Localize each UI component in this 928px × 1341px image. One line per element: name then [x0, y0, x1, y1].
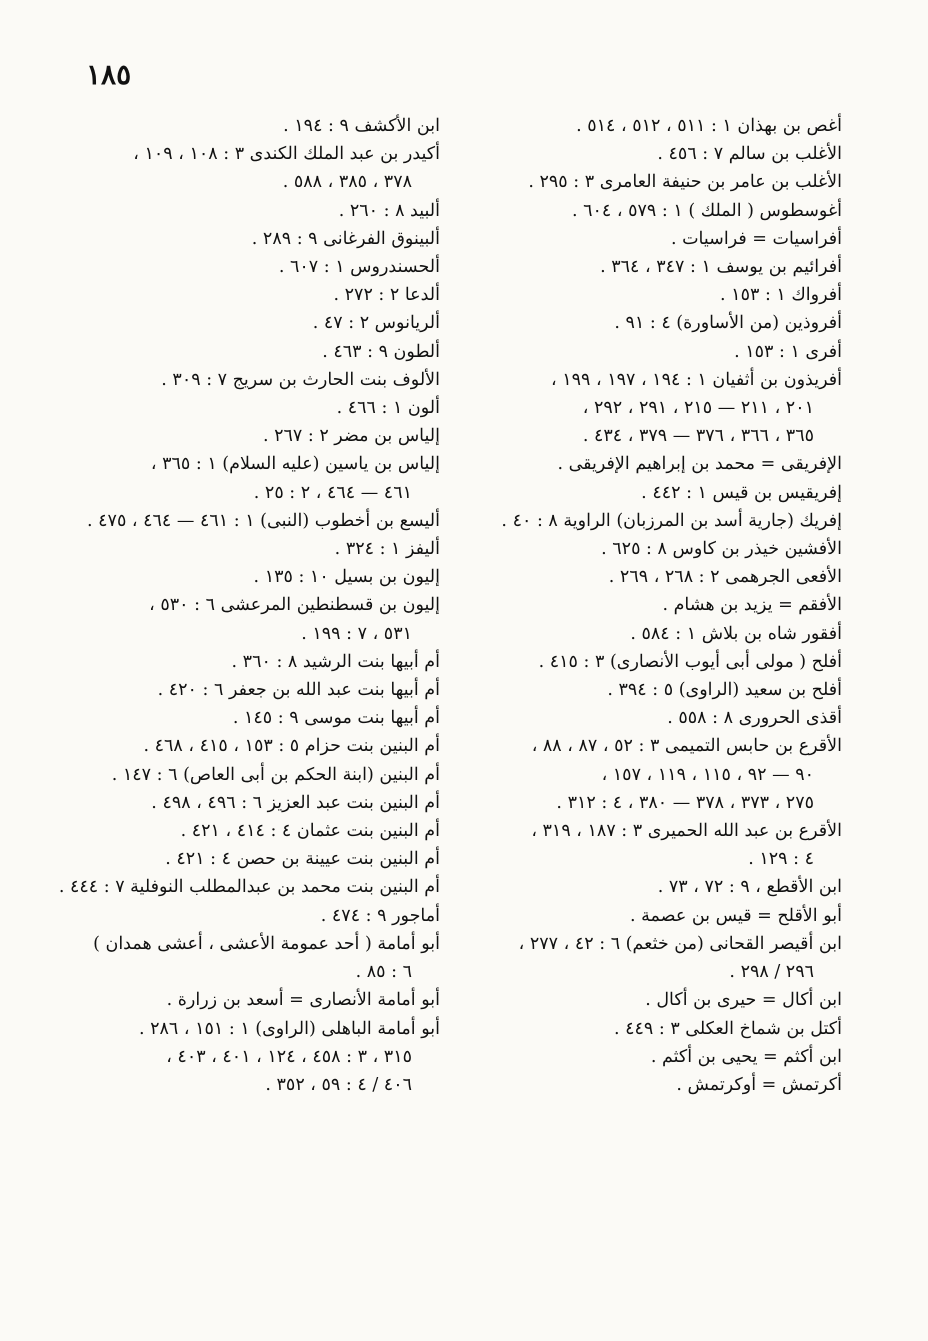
entry-line: ألريانوس ٢ : ٤٧ .: [312, 313, 440, 334]
index-entry: [40, 450, 440, 506]
entry-line: ألحسندروس ١ : ٦٠٧ .: [278, 257, 440, 278]
entry-line: أم البنين بنت عثمان ٤ : ٤١٤ ، ٤٢١ .: [180, 821, 440, 842]
index-entry: [40, 930, 440, 986]
index-entry: [40, 591, 440, 647]
entry-line: أم البنين (ابنة الحكم بن أبى العاص) ٦ : ١٤٧ .: [111, 764, 440, 785]
index-entry: [40, 648, 440, 676]
entry-line: أفقور شاه بن بلاش ١ : ٥٨٤ .: [630, 623, 842, 644]
index-entry: [40, 338, 440, 366]
index-entry: [40, 902, 440, 930]
index-entry: [442, 140, 842, 168]
index-entry: [442, 197, 842, 225]
entry-continuation-line: ٣٧٨ ، ٣٨٥ ، ٥٨٨ .: [282, 172, 412, 193]
index-entry: [40, 535, 440, 563]
entry-line: أفريذون بن أثفيان ١ : ١٩٤ ، ١٩٧ ، ١٩٩ ،: [550, 369, 842, 390]
index-entry: [442, 450, 842, 478]
index-entry: [442, 1043, 842, 1071]
entry-line: الأقرع بن حابس التميمى ٣ : ٥٢ ، ٨٧ ، ٨٨ ،: [531, 736, 842, 757]
index-entry: [40, 225, 440, 253]
index-entry: [442, 535, 842, 563]
index-column-left: [40, 112, 440, 1099]
entry-line: أفلح ( مولى أبى أيوب الأنصارى) ٣ : ٤١٥ .: [538, 651, 842, 672]
index-entry: [40, 422, 440, 450]
index-entry: [40, 112, 440, 140]
entry-continuation-line: ٣١٥ ، ٣ : ٤٥٨ ، ١٢٤ ، ٤٠١ ، ٤٠٣ ،: [166, 1046, 412, 1067]
index-entry: [442, 648, 842, 676]
index-entry: [40, 761, 440, 789]
entry-line: الأفشين خيذر بن كاوس ٨ : ٦٢٥ .: [601, 539, 842, 560]
index-entry: [442, 168, 842, 196]
index-entry: [40, 197, 440, 225]
entry-line: الألوف بنت الحارث بن سريج ٧ : ٣٠٩ .: [161, 369, 440, 390]
entry-line: أم البنين بنت حزام ٥ : ١٥٣ ، ٤١٥ ، ٤٦٨ .: [143, 736, 440, 757]
entry-line: أكرتمش = أوكرتمش .: [676, 1074, 842, 1095]
entry-line: الأفقم = يزيد بن هشام .: [662, 595, 842, 616]
entry-line: أليفز ١ : ٣٢٤ .: [334, 539, 440, 560]
entry-line: أماجور ٩ : ٤٧٤ .: [320, 905, 440, 926]
entry-line: إلياس بن ياسين (عليه السلام) ١ : ٣٦٥ ،: [150, 454, 440, 475]
index-entry: [40, 366, 440, 394]
index-entry: [40, 845, 440, 873]
index-entry: [442, 309, 842, 337]
entry-continuation-line: ٥٣١ ، ٧ : ١٩٩ .: [301, 623, 412, 644]
index-entry: [442, 112, 842, 140]
entry-line: أم أبيها بنت موسى ٩ : ١٤٥ .: [232, 708, 440, 729]
entry-line: أم البنين بنت عبد العزيز ٦ : ٤٩٦ ، ٤٩٨ .: [151, 792, 440, 813]
index-entry: [40, 394, 440, 422]
entry-line: إلياس بن مضر ٢ : ٢٦٧ .: [262, 426, 440, 447]
index-entry: [442, 704, 842, 732]
index-entry: [442, 338, 842, 366]
entry-continuation-line: ٤٠٦ / ٤ : ٥٩ ، ٣٥٢ .: [265, 1074, 412, 1095]
entry-line: أبو أمامة ( أحد عمومة الأعشى ، أعشى همدان ): [93, 933, 440, 954]
entry-line: أكتل بن شماخ العكلى ٣ : ٤٤٩ .: [613, 1018, 842, 1039]
entry-line: ألدعا ٢ : ٢٧٢ .: [333, 285, 440, 306]
entry-line: أبو أمامة الباهلى (الراوى) ١ : ١٥١ ، ٢٨٦ .: [138, 1018, 440, 1039]
entry-line: أقذى الحرورى ٨ : ٥٥٨ .: [667, 708, 842, 729]
index-entry: [40, 1015, 440, 1100]
entry-line: أفراسيات = فراسيات .: [670, 228, 842, 249]
index-entry: [442, 507, 842, 535]
entry-continuation-line: ٩٠ — ٩٢ ، ١١٥ ، ١١٩ ، ١٥٧ ،: [601, 764, 814, 785]
entry-continuation-line: ٢٧٥ ، ٣٧٣ ، ٣٧٨ — ٣٨٠ ، ٤ : ٣١٢ .: [556, 792, 814, 813]
entry-line: أبو أمامة الأنصارى = أسعد بن زرارة .: [166, 990, 440, 1011]
entry-line: الأغلب بن عامر بن حنيفة العامرى ٣ : ٢٩٥ .: [528, 172, 842, 193]
entry-line: أم البنين بنت عيينة بن حصن ٤ : ٤٢١ .: [165, 849, 440, 870]
entry-line: أليسع بن أخطوب (النبى) ١ : ٤٦١ — ٤٦٤ ، ٤٧٥ .: [87, 510, 440, 531]
entry-line: ابن أكثم = يحيى بن أكثم .: [650, 1046, 842, 1067]
entry-line: ألبيد ٨ : ٢٦٠ .: [338, 200, 440, 221]
index-entry: [40, 732, 440, 760]
index-entry: [442, 930, 842, 986]
index-entry: [442, 676, 842, 704]
entry-line: ابن أقيصر القحانى (من خثعم) ٦ : ٤٢ ، ٢٧٧ ،: [518, 933, 842, 954]
entry-line: الأغلب بن سالم ٧ : ٤٥٦ .: [657, 144, 842, 165]
entry-line: ابن أكال = حيرى بن أكال .: [645, 990, 842, 1011]
index-entry: [40, 140, 440, 196]
entry-line: إليون بن بسيل ١٠ : ١٣٥ .: [253, 567, 440, 588]
index-entry: [442, 225, 842, 253]
index-entry: [442, 281, 842, 309]
index-entry: [40, 281, 440, 309]
index-entry: [40, 817, 440, 845]
index-entry: [40, 873, 440, 901]
page-number: ١٨٥: [86, 58, 132, 91]
index-entry: [442, 873, 842, 901]
entry-line: ألبينوق الفرغانى ٩ : ٢٨٩ .: [251, 228, 440, 249]
entry-continuation-line: ٤ : ١٢٩ .: [748, 849, 814, 870]
index-entry: [40, 704, 440, 732]
entry-line: إفريك (جارية أسد بن المرزبان) الراوية ٨ : ٤٠ .: [501, 510, 842, 531]
index-entry: [442, 1071, 842, 1099]
index-entry: [442, 366, 842, 451]
entry-line: أم أبيها بنت عبد الله بن جعفر ٦ : ٤٢٠ .: [157, 680, 440, 701]
entry-line: أفرائيم بن يوسف ١ : ٣٤٧ ، ٣٦٤ .: [600, 257, 842, 278]
entry-line: أغص بن بهذان ١ : ٥١١ ، ٥١٢ ، ٥١٤ .: [576, 116, 842, 136]
entry-continuation-line: ٢٩٦ / ٢٩٨ .: [729, 962, 814, 983]
index-column-right: [442, 112, 842, 1099]
entry-line: أم أبيها بنت الرشيد ٨ : ٣٦٠ .: [231, 651, 440, 672]
index-entry: [40, 563, 440, 591]
entry-line: ألطون ٩ : ٤٦٣ .: [322, 341, 440, 362]
entry-line: ابن الأكشف ٩ : ١٩٤ .: [283, 116, 440, 136]
entry-line: ابن الأقطع ، ٩ : ٧٢ ، ٧٣ .: [657, 877, 842, 898]
index-entry: [40, 507, 440, 535]
index-entry: [442, 1015, 842, 1043]
entry-line: أفرى ١ : ١٥٣ .: [734, 341, 842, 362]
index-entry: [40, 253, 440, 281]
entry-line: أفلح بن سعيد (الراوى) ٥ : ٣٩٤ .: [607, 680, 842, 701]
entry-line: أغوسطوس ( الملك ) ١ : ٥٧٩ ، ٦٠٤ .: [571, 200, 842, 221]
entry-line: أم البنين بنت محمد بن عبدالمطلب النوفلية ٧ : ٤٤٤ .: [58, 877, 440, 898]
entry-line: الأفعى الجرهمى ٢ : ٢٦٨ ، ٢٦٩ .: [608, 567, 842, 588]
entry-line: إفريقيس بن قيس ١ : ٤٤٢ .: [641, 482, 842, 503]
entry-continuation-line: ٣٦٥ ، ٣٦٦ ، ٣٧٦ — ٣٧٩ ، ٤٣٤ .: [582, 426, 814, 447]
entry-line: أكيدر بن عبد الملك الكندى ٣ : ١٠٨ ، ١٠٩ ،: [133, 144, 440, 165]
index-entry: [442, 620, 842, 648]
index-entry: [40, 986, 440, 1014]
index-entry: [442, 986, 842, 1014]
index-entry: [442, 591, 842, 619]
index-entry: [40, 789, 440, 817]
entry-line: ألون ١ : ٤٦٦ .: [336, 398, 440, 419]
entry-continuation-line: ٢٠١ ، ٢١١ — ٢١٥ ، ٢٩١ ، ٢٩٢ ،: [582, 398, 814, 419]
index-entry: [442, 253, 842, 281]
entry-line: أفرواك ١ : ١٥٣ .: [720, 285, 842, 306]
index-entry: [40, 676, 440, 704]
index-entry: [442, 479, 842, 507]
entry-line: الأقرع بن عبد الله الحميرى ٣ : ١٨٧ ، ٣١٩ ،: [531, 821, 842, 842]
index-entry: [442, 817, 842, 873]
entry-line: إليون بن قسطنطين المرعشى ٦ : ٥٣٠ ،: [149, 595, 440, 616]
index-entry: [442, 563, 842, 591]
index-entry: [442, 732, 842, 817]
entry-line: أفروذين (من الأساورة) ٤ : ٩١ .: [614, 313, 842, 334]
index-entry: [40, 309, 440, 337]
index-entry: [442, 902, 842, 930]
entry-continuation-line: ٦ : ٨٥ .: [355, 962, 412, 983]
entry-line: أبو الأقلح = قيس بن عصمة .: [630, 905, 842, 926]
entry-continuation-line: ٤٦١ — ٤٦٤ ، ٢ : ٢٥ .: [253, 482, 412, 503]
entry-line: الإفريقى = محمد بن إبراهيم الإفريقى .: [557, 454, 842, 475]
